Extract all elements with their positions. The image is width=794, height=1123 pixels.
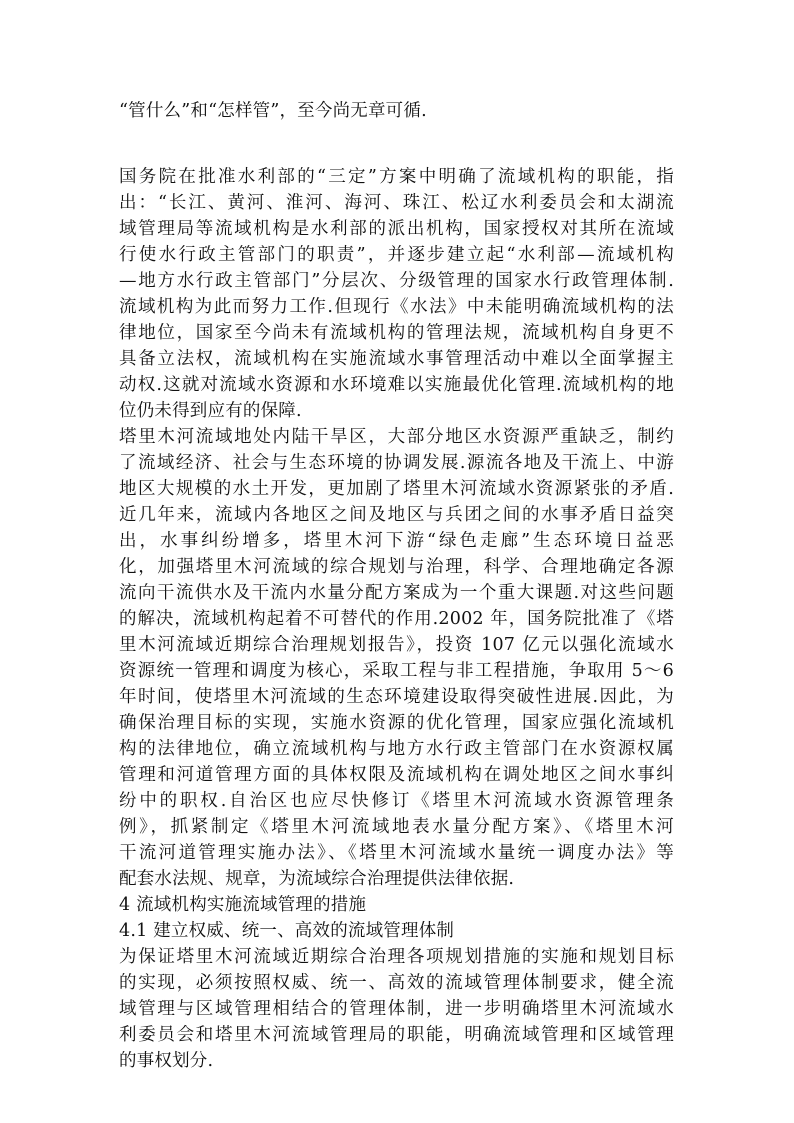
paragraph-line: 资源统一管理和调度为核心，采取工程与非工程措施，争取用 5～6 [119,661,674,681]
paragraph-line: 的解决，流域机构起着不可替代的作用.2002 年，国务院批准了《塔 [119,609,674,629]
paragraph-line: 域管理与区域管理相结合的管理体制，进一步明确塔里木河流域水 [119,999,674,1019]
paragraph-line: 配套水法规、规章，为流域综合治理提供法律依据. [119,869,515,889]
paragraph-line: 构的法律地位，确立流域机构与地方水行政主管部门在水资源权属 [119,739,674,759]
paragraph-line: 的实现，必须按照权威、统一、高效的流域管理体制要求，健全流 [119,973,674,993]
paragraph-line: 流向干流供水及干流内水量分配方案成为一个重大课题.对这些问题 [119,583,674,603]
paragraph-line: 了流域经济、社会与生态环境的协调发展.源流各地及干流上、中游 [119,453,674,473]
paragraph-line: 出：“长江、黄河、淮河、海河、珠江、松辽水利委员会和太湖流 [119,193,674,213]
paragraph-line: 位仍未得到应有的保障. [119,401,302,421]
paragraph-line: 纷中的职权.自治区也应尽快修订《塔里木河流域水资源管理条 [119,791,674,811]
paragraph-line: 具备立法权，流域机构在实施流域水事管理活动中难以全面掌握主 [119,349,674,369]
section-heading: 4 流域机构实施流域管理的措施 [119,895,367,915]
paragraph-line: 里木河流域近期综合治理规划报告》，投资 107 亿元以强化流域水 [119,635,674,655]
paragraph-line: 干流河道管理实施办法》、《塔里木河流域水量统一调度办法》等 [119,843,674,863]
paragraph-line: 域管理局等流域机构是水利部的派出机构，国家授权对其所在流域 [119,219,674,239]
paragraph-line: 确保治理目标的实现，实施水资源的优化管理，国家应强化流域机 [119,713,674,733]
paragraph-line: 律地位，国家至今尚未有流域机构的管理法规，流域机构自身更不 [119,323,674,343]
paragraph-line: —地方水行政主管部门”分层次、分级管理的国家水行政管理体制. [119,271,674,291]
paragraph-line: 的事权划分. [119,1051,214,1071]
paragraph-line: 例》，抓紧制定《塔里木河流域地表水量分配方案》、《塔里木河 [119,817,674,837]
paragraph-line: 为保证塔里木河流域近期综合治理各项规划措施的实施和规划目标 [119,947,674,967]
paragraph-line: 利委员会和塔里木河流域管理局的职能，明确流域管理和区域管理 [119,1025,674,1045]
paragraph-line: 出，水事纠纷增多，塔里木河下游“绿色走廊”生态环境日益恶 [119,531,674,551]
paragraph-line: 行使水行政主管部门的职责”，并逐步建立起“水利部—流域机构 [119,245,674,265]
paragraph-line: 地区大规模的水土开发，更加剧了塔里木河流域水资源紧张的矛盾. [119,479,674,499]
subsection-heading: 4.1 建立权威、统一、高效的流域管理体制 [119,921,455,941]
paragraph-line: 流域机构为此而努力工作.但现行《水法》中未能明确流域机构的法 [119,297,674,317]
paragraph-line: 近几年来，流域内各地区之间及地区与兵团之间的水事矛盾日益突 [119,505,674,525]
paragraph-line: 动权.这就对流域水资源和水环境难以实施最优化管理.流域机构的地 [119,375,674,395]
paragraph-line: 塔里木河流域地处内陆干旱区，大部分地区水资源严重缺乏，制约 [119,427,674,447]
text-line: “管什么”和“怎样管”，至今尚无章可循. [119,101,427,121]
paragraph-line: 国务院在批准水利部的“三定”方案中明确了流域机构的职能，指 [119,167,674,187]
paragraph-line: 化，加强塔里木河流域的综合规划与治理，科学、合理地确定各源 [119,557,674,577]
paragraph-line: 年时间，使塔里木河流域的生态环境建设取得突破性进展.因此，为 [119,687,674,707]
paragraph-line: 管理和河道管理方面的具体权限及流域机构在调处地区之间水事纠 [119,765,674,785]
